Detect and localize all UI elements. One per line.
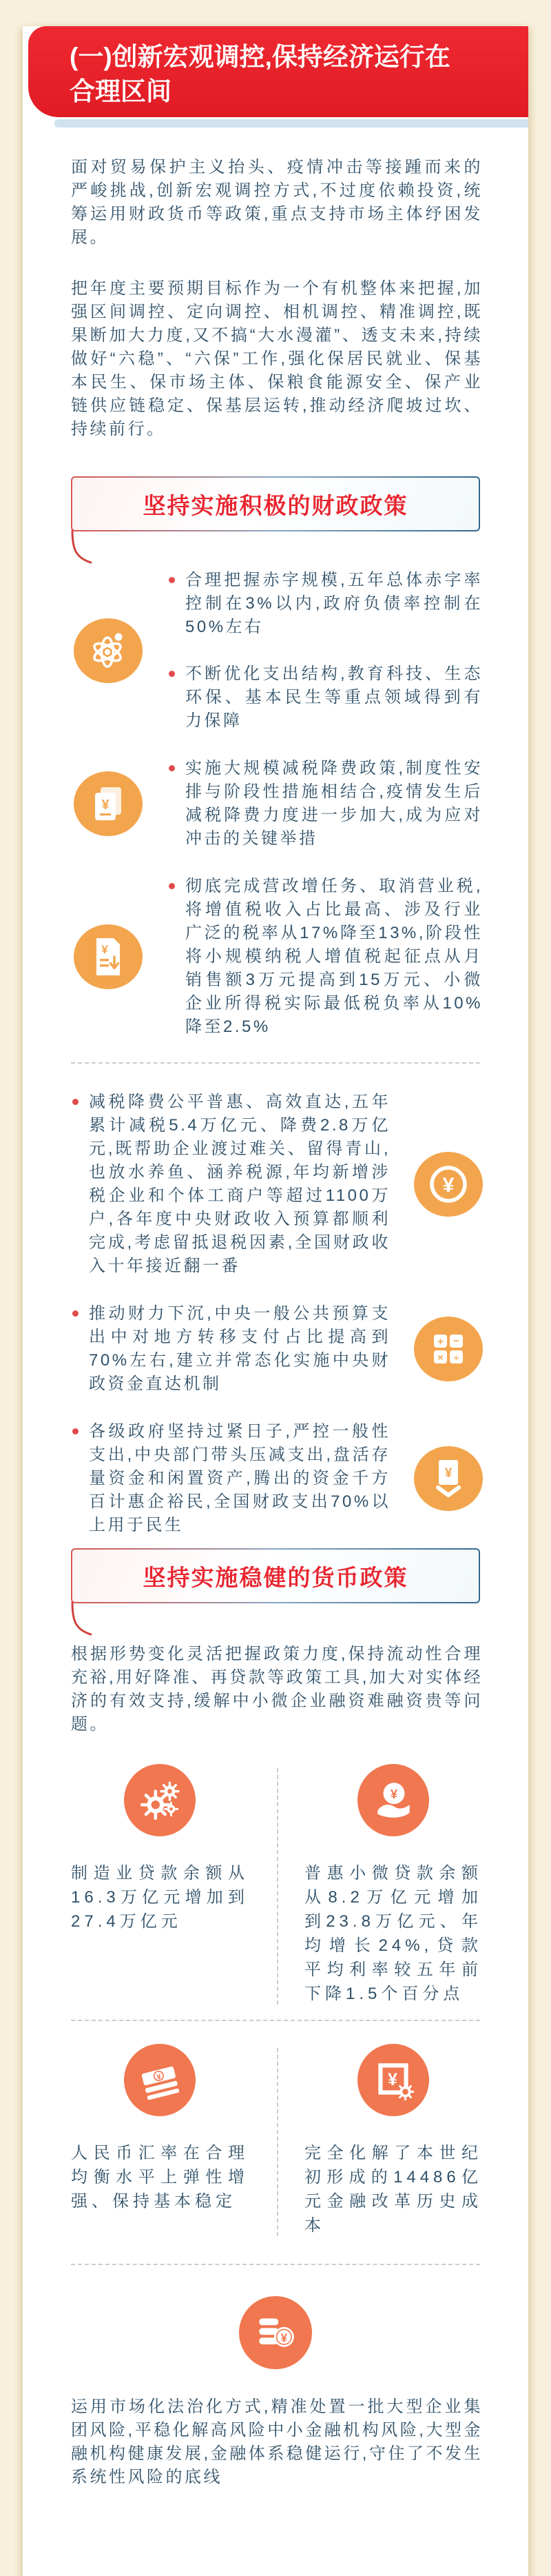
grid-cell-rmb-rate <box>71 2044 249 2238</box>
banknotes-icon <box>124 2044 196 2116</box>
grid-cell-reform-cost <box>304 2044 482 2238</box>
coins-stack-icon <box>239 2296 312 2369</box>
banner-tail-icon <box>70 1602 95 1639</box>
invoice-icon <box>74 771 143 836</box>
fiscal-row-taxcut-policy <box>71 757 483 851</box>
bullet-group <box>71 1420 391 1537</box>
monetary-grid-row-2 <box>71 2044 482 2238</box>
vertical-dashed-divider <box>277 1768 278 2005</box>
dashed-divider <box>71 2264 480 2265</box>
banner-tail-icon <box>70 530 95 567</box>
grid-cell-text: 普惠小微贷款余额从8.2万亿元增加到23.8万亿元、年均增长24%,贷款平均利率较五年前下降1.5个百分点 <box>304 1864 482 2003</box>
svg-text:¥: ¥ <box>388 2070 397 2089</box>
monetary-section-banner <box>71 1548 480 1603</box>
dashed-divider <box>71 2020 480 2021</box>
grid-cell-text: 完全化解了本世纪初形成的14486亿元金融改革历史成本 <box>304 2144 482 2235</box>
bullet-item: 合理把握赤字规模,五年总体赤字率控制在3%以内,政府负债率控制在50%左右 <box>167 569 483 639</box>
bullet-item: 彻底完成营改增任务、取消营业税,将增值税收入占比最高、涉及行业广泛的税率从17%降至13%,阶段性将小规模纳税人增值税起征点从月销售额3万元提高到15万元、小微企业所得税实际最低税负率从10%降至2.5% <box>167 875 483 1039</box>
svg-text:¥: ¥ <box>444 1466 453 1481</box>
svg-text:÷: ÷ <box>453 1352 459 1363</box>
bullet-group <box>167 757 483 851</box>
bullet-item: 各级政府坚持过紧日子,严控一般性支出,中央部门带头压减支出,盘活存量资金和闲置资产,腾出的资金千方百计惠企裕民,全国财政支出70%以上用于民生 <box>71 1420 391 1537</box>
header-banner-shadow <box>54 119 528 128</box>
tax-reduction-icon <box>74 924 143 989</box>
svg-text:−: − <box>453 1335 459 1347</box>
fiscal-section-banner <box>71 476 480 531</box>
monetary-intro: 根据形势变化灵活把握政策力度,保持流动性合理充裕,用好降准、再贷款等政策工具,加大对实体经济的有效支持,缓解中小微企业融资难融资贵等问题。 <box>71 1645 483 1734</box>
intro-paragraph-2: 把年度主要预期目标作为一个有机整体来把握,加强区间调控、定向调控、相机调控、精准调控,既果断加大力度,又不搞“大水漫灌”、透支未来,持续做好“六稳”、“六保”工作,强化保居民就业、保基本民生、保市场主体、保粮食能源安全、保产业链供应链稳定、保基层运转,推动经济爬坡过坎、持续前行。 <box>71 279 483 438</box>
fiscal-row-vat-reform <box>71 875 483 1039</box>
spending-cut-icon <box>414 1446 483 1511</box>
bullet-item: 不断优化支出结构,教育科技、生态环保、基本民生等重点领域得到有力保障 <box>167 662 483 733</box>
content-card <box>23 26 528 2576</box>
dashed-divider <box>71 1062 480 1064</box>
bullet-item: 减税降费公平普惠、高效直达,五年累计减税5.4万亿元、降费2.8万亿元,既帮助企业渡过难关、留得青山,也放水养鱼、涵养税源,年均新增涉税企业和个体工商户等超过1100万户,各年度中央财政收入预算都顺利完成,考虑留抵退税因素,全国财政收入十年接近翻一番 <box>71 1091 391 1278</box>
svg-text:¥: ¥ <box>101 798 110 813</box>
vertical-dashed-divider <box>277 2048 278 2236</box>
monetary-summary: 运用市场化法治化方式,精准处置一批大型企业集团风险,平稳化解高风险中小金融机构风险,大型金融机构健康发展,金融体系稳健运行,守住了不发生系统性风险的底线 <box>71 2397 483 2486</box>
calculator-icon <box>414 1317 483 1381</box>
fiscal-row-taxcut-results <box>71 1091 483 1278</box>
svg-text:¥: ¥ <box>156 2072 163 2082</box>
coin-icon <box>414 1152 483 1217</box>
fiscal-row-deficit <box>71 569 483 733</box>
fiscal-row-transfer-payment <box>71 1302 483 1396</box>
hand-coin-icon <box>357 1764 429 1836</box>
atom-icon <box>74 618 143 683</box>
bullet-item: 实施大规模减税降费政策,制度性安排与阶段性措施相结合,疫情发生后减税降费力度进一步加大,成为应对冲击的关键举措 <box>167 757 483 851</box>
page-title: (一)创新宏观调控,保持经济运行在合理区间 <box>70 43 450 105</box>
bullet-group <box>71 1302 391 1396</box>
grid-cell-text: 人民币汇率在合理均衡水平上弹性增强、保持基本稳定 <box>71 2144 249 2211</box>
svg-text:¥: ¥ <box>390 1786 398 1801</box>
bullet-group <box>71 1091 391 1278</box>
monetary-grid-row-1 <box>71 1764 482 2006</box>
header-banner <box>28 26 528 117</box>
grid-cell-inclusive-loans <box>304 1764 482 2006</box>
monetary-section-title: 坚持实施稳健的货币政策 <box>143 1564 408 1590</box>
svg-text:×: × <box>437 1352 444 1363</box>
svg-text:+: + <box>437 1336 444 1348</box>
bullet-group <box>167 875 483 1039</box>
fiscal-section-title: 坚持实施积极的财政政策 <box>143 492 408 518</box>
svg-text:¥: ¥ <box>101 943 108 956</box>
intro-paragraph-1: 面对贸易保护主义抬头、疫情冲击等接踵而来的严峻挑战,创新宏观调控方式,不过度依赖投资,统筹运用财政货币等政策,重点支持市场主体纾困发展。 <box>71 158 483 247</box>
svg-text:¥: ¥ <box>280 2331 288 2345</box>
gears-icon <box>124 1764 196 1836</box>
grid-cell-text: 制造业贷款余额从16.3万亿元增加到27.4万亿元 <box>71 1864 249 1931</box>
finance-reform-icon <box>357 2044 429 2116</box>
bullet-item: 推动财力下沉,中央一般公共预算支出中对地方转移支付占比提高到70%左右,建立并常态化实施中央财政资金直达机制 <box>71 1302 391 1396</box>
bullet-group <box>167 569 483 733</box>
grid-cell-manufacturing-loans <box>71 1764 249 2006</box>
svg-text:¥: ¥ <box>442 1174 455 1197</box>
fiscal-row-tight-budget <box>71 1420 483 1537</box>
